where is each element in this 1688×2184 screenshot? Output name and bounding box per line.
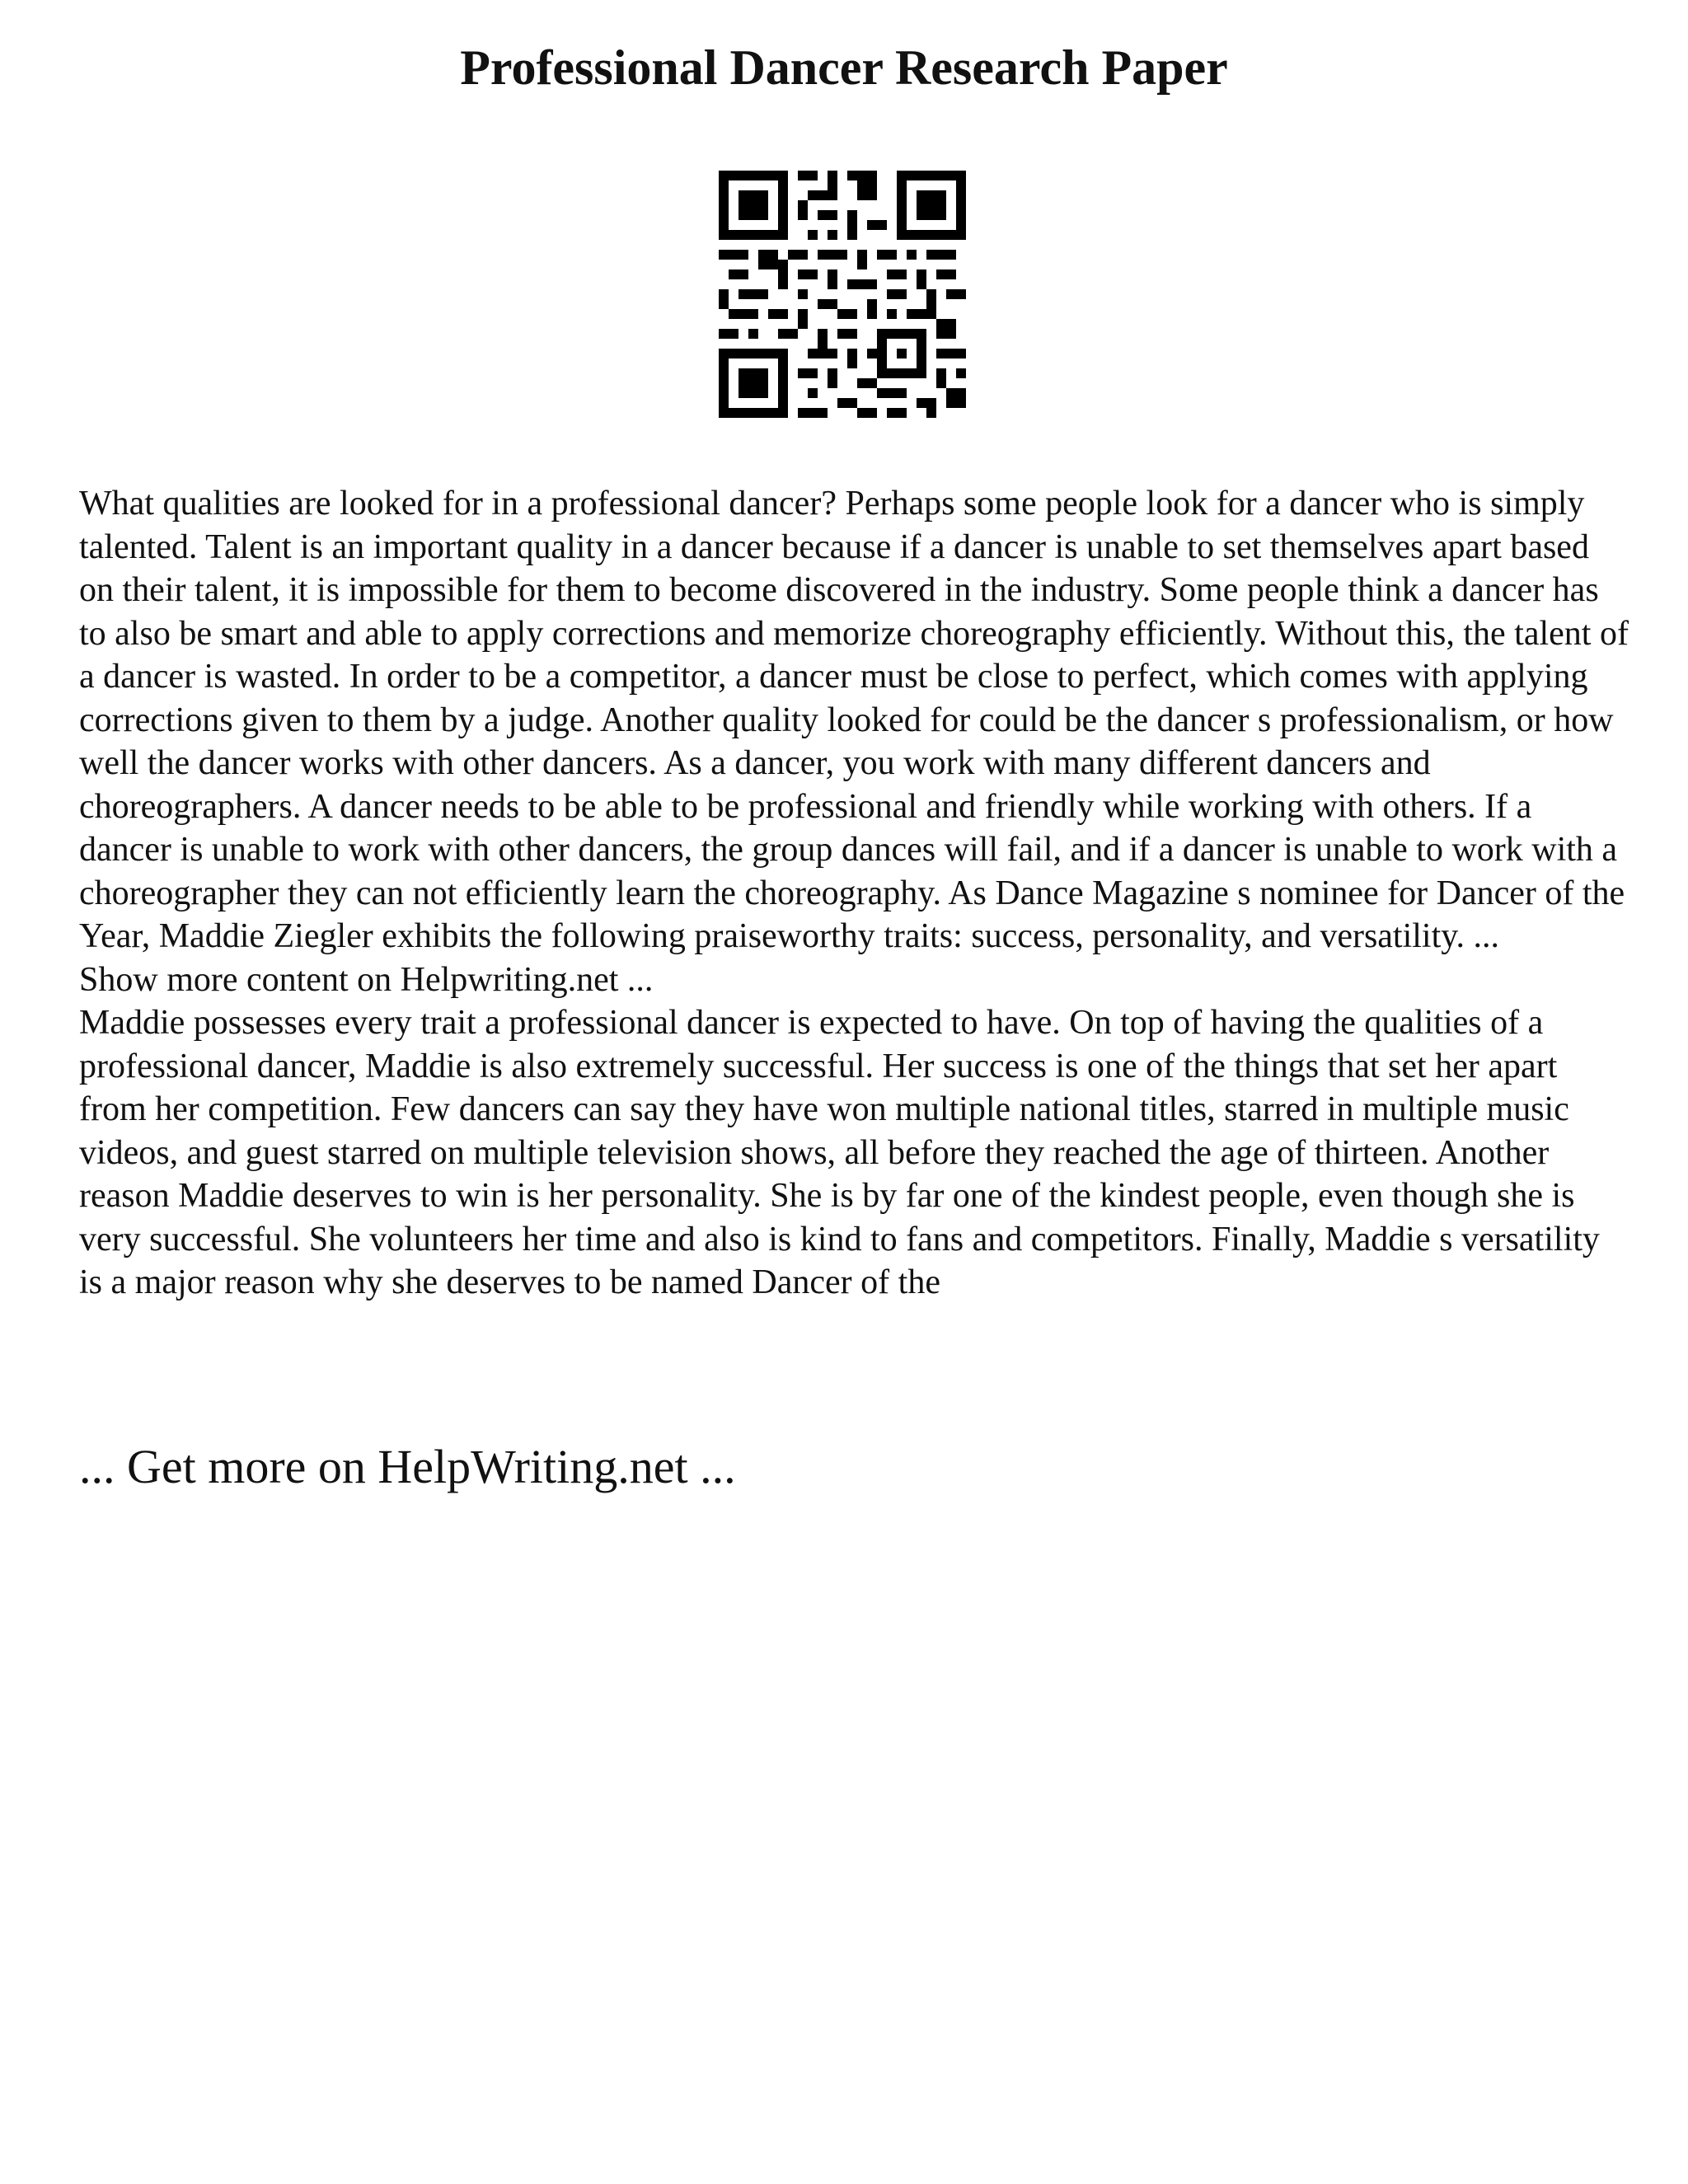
qr-code-icon[interactable] (719, 171, 966, 418)
page-title: Professional Dancer Research Paper (460, 40, 1228, 95)
qr-code-graphic (719, 171, 966, 418)
show-more-link[interactable]: Show more content on Helpwriting.net ... (79, 960, 654, 999)
get-more-link[interactable]: ... Get more on HelpWriting.net ... (79, 1440, 736, 1493)
article-body (79, 482, 1629, 1305)
paragraph-intro: What qualities are looked for in a professional dancer? Perhaps some people look for a dancer who is simply talented. Talent is an important quality in a dancer because if a dancer is unable to set themselves apart based on their talent, it is impossible for them to become discovered in the industry. Some people think a dancer has to also be smart and able to apply corrections and memorize choreography efficiently. Without this, the talent of a dancer is wasted. In order to be a competitor, a dancer must be close to perfect, which comes with applying corrections given to them by a judge. Another quality looked for could be the dancer s professionalism, or how well the dancer works with other dancers. As a dancer, you work with many different dancers and choreographers. A dancer needs to be able to be professional and friendly while working with others. If a dancer is unable to work with other dancers, the group dances will fail, and if a dancer is unable to work with a choreographer they can not efficiently learn the choreography. As Dance Magazine s nominee for Dancer of the Year, Maddie Ziegler exhibits the following praiseworthy traits: success, personality, and versatility. ... (79, 485, 1629, 955)
paragraph-maddie: Maddie possesses every trait a professional dancer is expected to have. On top of having the qualities of a professional dancer, Maddie is also extremely successful. Her success is one of the things that set her apart from her competition. Few dancers can say they have won multiple national titles, starred in multiple music videos, and guest starred on multiple television shows, all before they reached the age of thirteen. Another reason Maddie deserves to win is her personality. She is by far one of the kindest people, even though she is very successful. She volunteers her time and also is kind to fans and competitors. Finally, Maddie s versatility is a major reason why she deserves to be named Dancer of the (79, 1004, 1600, 1301)
